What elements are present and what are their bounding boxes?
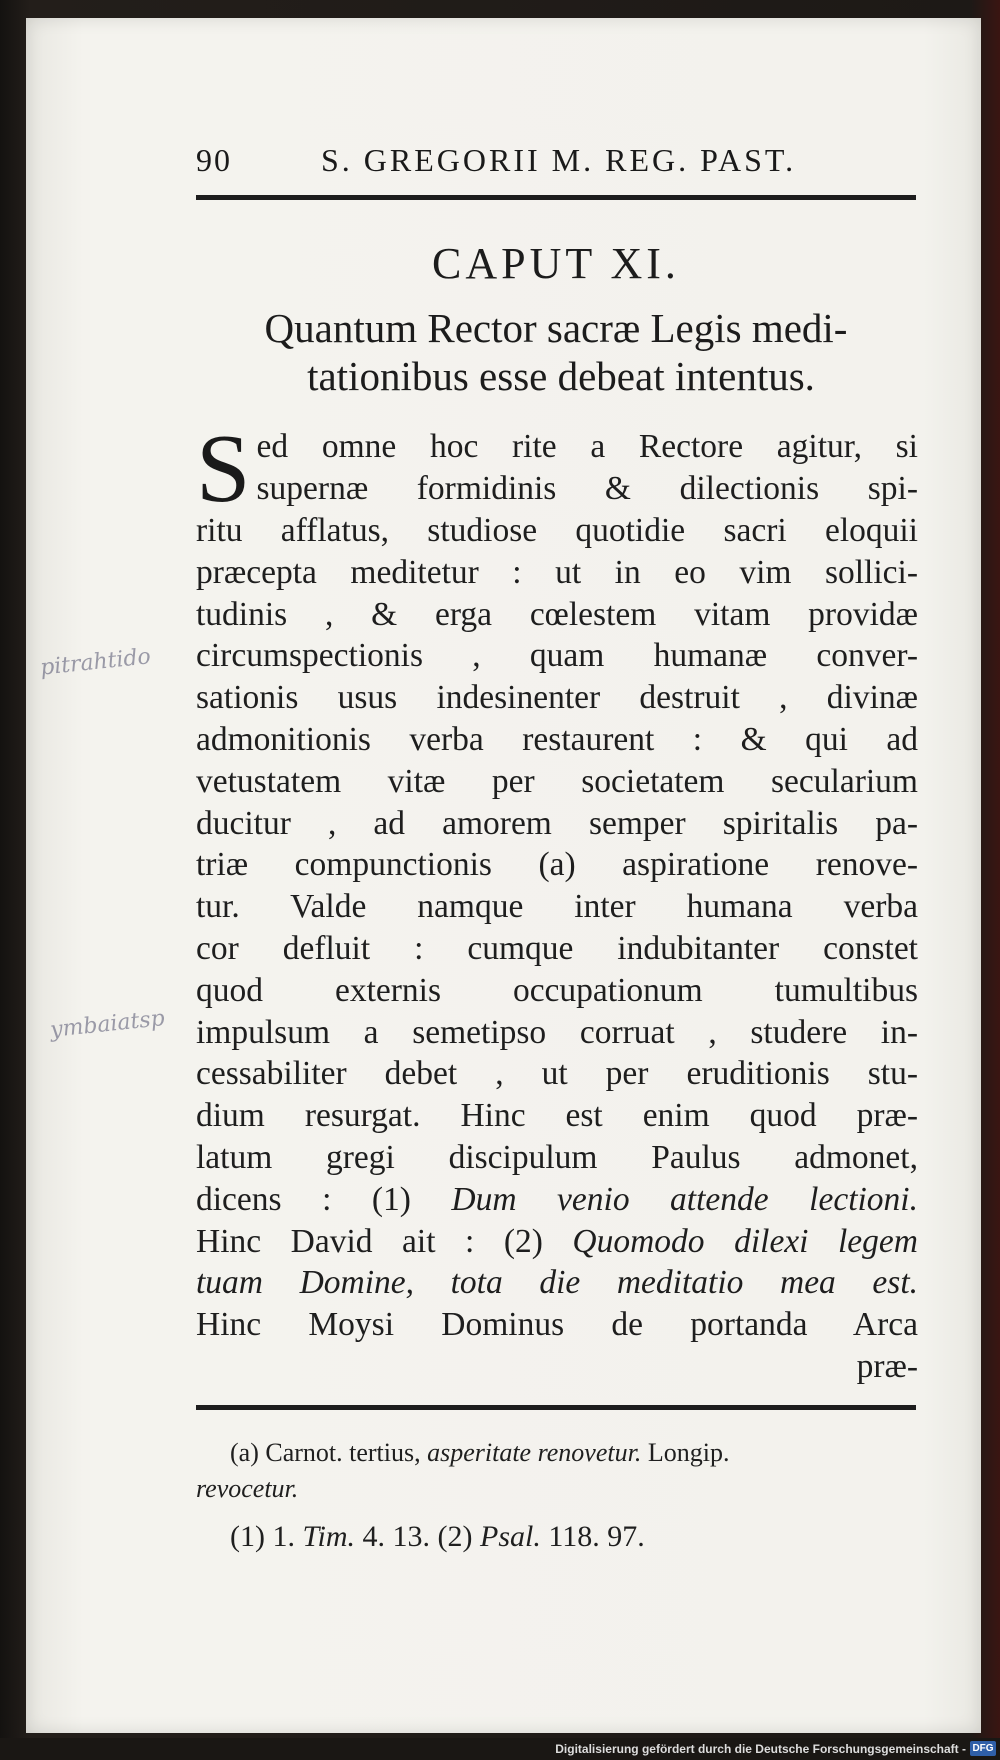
dfg-logo: DFG bbox=[970, 1741, 996, 1756]
drop-cap: S bbox=[196, 415, 251, 523]
body-line-italic: tuam Domine, tota die meditatio mea est. bbox=[196, 1264, 918, 1302]
marginal-note: ymbaiatsp bbox=[49, 1006, 166, 1043]
body-line: ducitur , ad amorem semper spiritalis pa- bbox=[196, 804, 918, 842]
body-line: cessabiliter debet , ut per eruditionis stu- bbox=[196, 1055, 918, 1093]
body-line-roman: dicens : (1) bbox=[196, 1180, 452, 1218]
body-line bbox=[196, 1179, 918, 1221]
body-line bbox=[196, 1262, 918, 1304]
body-line-italic: Dum venio attende lectioni. bbox=[451, 1180, 918, 1218]
marginal-note: pitrahtido bbox=[38, 644, 152, 681]
body-line: latum gregi discipulum Paulus admonet, bbox=[196, 1138, 918, 1176]
footnote-text: (a) Carnot. tertius, bbox=[230, 1438, 428, 1467]
footnote-italic: Tim. bbox=[302, 1520, 356, 1553]
body-line: ed omne hoc rite a Rectore agitur, si bbox=[256, 428, 918, 465]
body-line: supernæ formidinis & dilectionis spi- bbox=[256, 469, 918, 507]
body-line: impulsum a semetipso corruat , studere in- bbox=[196, 1013, 918, 1051]
body-line bbox=[196, 1221, 918, 1263]
body-line: tudinis , & erga cœlestem vitam providæ bbox=[196, 595, 918, 633]
footnote-text: 118. 97. bbox=[540, 1520, 645, 1553]
footnote-rule bbox=[196, 1405, 916, 1410]
body-line: Hinc Moysi Dominus de portanda Arca bbox=[196, 1306, 918, 1344]
footnote-text: Longip. bbox=[641, 1438, 730, 1467]
footnote-a bbox=[196, 1435, 918, 1471]
body-line: dium resurgat. Hinc est enim quod præ- bbox=[196, 1097, 918, 1135]
body-text bbox=[196, 415, 918, 1388]
body-line-italic: Quomodo dilexi legem bbox=[572, 1222, 918, 1260]
body-line: circumspectionis , quam humanæ conver- bbox=[196, 637, 918, 675]
footnote-references bbox=[196, 1519, 918, 1555]
body-line: sationis usus indesinenter destruit , divinæ bbox=[196, 679, 918, 717]
body-line: triæ compunctionis (a) aspiratione renove- bbox=[196, 846, 918, 884]
header-rule bbox=[196, 195, 916, 200]
body-line: cor defluit : cumque indubitanter constet bbox=[196, 929, 918, 967]
digitization-footer bbox=[0, 1738, 1000, 1760]
funding-credit: Digitalisierung gefördert durch die Deutsche Forschungsgemeinschaft - bbox=[555, 1742, 966, 1756]
footnote-italic: asperitate renovetur. bbox=[427, 1438, 642, 1467]
footnote-a-continued bbox=[196, 1471, 918, 1507]
chapter-title-line: tationibus esse debeat intentus. bbox=[307, 353, 815, 399]
catchword: præ- bbox=[856, 1347, 918, 1385]
footnote-italic: revocetur. bbox=[196, 1474, 299, 1503]
body-line-roman: Hinc David ait : (2) bbox=[196, 1222, 573, 1260]
body-line: admonitionis verba restaurent : & qui ad bbox=[196, 720, 918, 758]
body-line: præcepta meditetur : ut in eo vim sollici- bbox=[196, 553, 918, 591]
body-line: quod externis occupationum tumultibus bbox=[196, 971, 918, 1009]
chapter-title bbox=[196, 304, 916, 400]
body-line: vetustatem vitæ per societatem secularium bbox=[196, 762, 918, 800]
footnote-italic: Psal. bbox=[480, 1520, 541, 1553]
chapter-title-line: Quantum Rector sacræ Legis medi- bbox=[264, 305, 848, 351]
body-line: tur. Valde namque inter humana verba bbox=[196, 888, 918, 926]
footnotes bbox=[196, 1435, 918, 1555]
chapter-heading: CAPUT XI. bbox=[432, 239, 680, 288]
page-number: 90 bbox=[196, 142, 232, 178]
body-line: ritu afflatus, studiose quotidie sacri eloquii bbox=[196, 512, 918, 549]
footnote-text: 4. 13. (2) bbox=[355, 1520, 480, 1553]
running-title: S. GREGORII M. REG. PAST. bbox=[321, 142, 797, 178]
footnote-text: (1) 1. bbox=[230, 1520, 303, 1553]
